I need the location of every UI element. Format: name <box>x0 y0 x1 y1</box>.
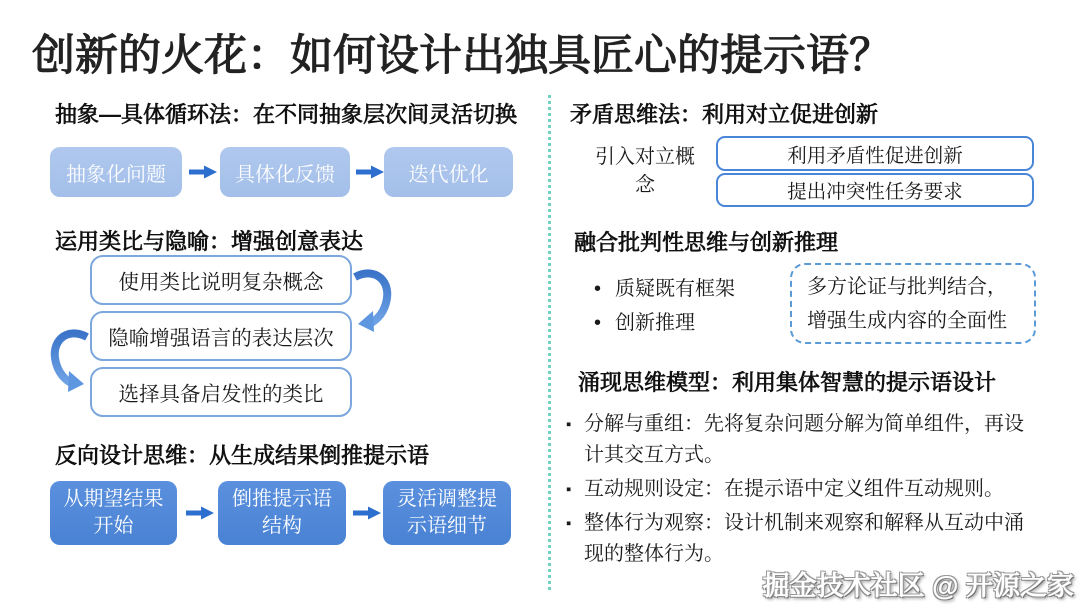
heading-reverse-design: 反向设计思维：从生成结果倒推提示语 <box>55 443 430 468</box>
curved-arrow-down-left-icon <box>352 267 392 335</box>
flow-box-start-from-result: 从期望结果开始 <box>50 481 177 545</box>
outline-box-metaphor-layers: 隐喻增强语言的表达层次 <box>90 311 352 361</box>
bullet-innovative-reasoning: • 创新推理 <box>594 306 695 335</box>
heading-contradiction-thinking: 矛盾思维法：利用对立促进创新 <box>570 102 879 127</box>
heading-emergent-thinking-model: 涌现思维模型：利用集体智慧的提示语设计 <box>578 370 997 395</box>
outline-box-inspiring-analogy: 选择具备启发性的类比 <box>90 367 352 417</box>
heading-analogy-metaphor: 运用类比与隐喻：增强创意表达 <box>55 229 364 254</box>
outline-box-analogy-explain: 使用类比说明复杂概念 <box>90 255 352 305</box>
page-title: 创新的火花：如何设计出独具匠心的提示语？ <box>32 32 892 80</box>
dashed-note-multi-argument: 多方论证与批判结合，增强生成内容的全面性 <box>790 263 1036 344</box>
heading-critical-creative-reasoning: 融合批判性思维与创新推理 <box>574 230 839 255</box>
curved-arrow-down-right-icon <box>46 327 90 395</box>
column-divider <box>548 95 551 592</box>
flow-box-adjust-details: 灵活调整提示语细节 <box>383 481 511 545</box>
label-introduce-opposites: 引入对立概念 <box>595 146 695 196</box>
bullet-observe-behavior: ▪ 整体行为观察：设计机制来观察和解释从互动中涌现的整体行为。 <box>566 508 1040 570</box>
border-box-contradiction-innovation: 利用矛盾性促进创新 <box>716 136 1034 171</box>
heading-abstract-concrete-cycle: 抽象—具体循环法：在不同抽象层次间灵活切换 <box>55 102 518 127</box>
flow-box-iterative-optimization: 迭代优化 <box>384 147 513 197</box>
bullet-interaction-rules: ▪ 互动规则设定：在提示语中定义组件互动规则。 <box>566 474 1040 505</box>
bullet-question-frameworks: • 质疑既有框架 <box>594 272 735 301</box>
bullet-decompose-recombine: ▪ 分解与重组：先将复杂问题分解为简单组件，再设计其交互方式。 <box>566 409 1040 471</box>
arrow-right-icon <box>189 165 217 179</box>
arrow-right-icon <box>186 506 214 520</box>
flow-box-abstract-problem: 抽象化问题 <box>50 147 182 197</box>
emergent-bullet-list <box>566 409 1040 573</box>
flow-box-reverse-structure: 倒推提示语结构 <box>218 481 346 545</box>
flow-box-concrete-feedback: 具体化反馈 <box>220 147 350 197</box>
watermark: 掘金技术社区 @ 开源之家 <box>762 571 1074 601</box>
arrow-right-icon <box>356 165 384 179</box>
border-box-conflicting-tasks: 提出冲突性任务要求 <box>716 173 1034 207</box>
arrow-right-icon <box>353 506 381 520</box>
